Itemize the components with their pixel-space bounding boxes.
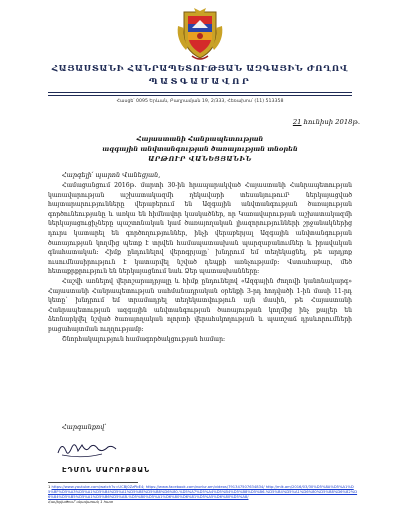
footnote-links[interactable]: https://www.youtube.com/watch?v=UCBj0ZzPbE4; https://www.facebook.com/norlur.am/videos/791347507634834/ http://mlk.am/2016/03/30%D5%8A%D5%A1%D5%BF%D5%A3%D5%A1%D5%B4%D5%A1%D5%BE%D5%B8%D6%80-%D5%A7%D5%A4%D5%B4%D5%B8%D5%B6-%D5%B4%D5%A1%D6%80%D5%B8%D6%82%D6%84%D5%B5%D5%A1%D5%B6%D5%AB-%D5%B0%D5%A1%D6%80%D6%81%D5%A5%D6%80%D5%A8/ <box>48 485 358 499</box>
salutation: Հարգելի՛ պարոն Վանեցյան, <box>62 171 161 179</box>
body-paragraph-2: Հաշվի առնելով վերոշարադրյալը և հիմք ընդունելով «Ազգային ժողովի կանոնակարգ» Հայաստանի Հանրապետության սահմանադրական օրենքի 3-րդ հոդվածի 1-ին մասի 11-րդ կետը՝ խնդրում եմ տրամադրել տեղեկատվություն այն մասին, թե Հայաստանի Հանրապետության ազգային անվտանգության ծառայության կողմից ինչ քայլեր են ձեռնարկվել նշված ծառայողական ոլորտի վերահսկողության և պատշաճ դրսևորումների բացահայտման ուղղությամբ։ <box>48 277 352 333</box>
recipient-block <box>0 134 400 164</box>
recipient-name: ԱՐԹՈՒՐ ՎԱՆԵՑՅԱՆԻՆ <box>148 155 252 163</box>
footnote <box>48 485 358 505</box>
body-paragraph-3: Շնորհակալություն համագործակցության համար։ <box>62 335 226 343</box>
handwritten-signature <box>52 435 122 461</box>
header-divider <box>48 92 352 93</box>
coat-of-arms-emblem <box>176 6 224 62</box>
letter-body <box>48 181 352 344</box>
recipient-line-2: ազգային անվտանգության ծառայության տնօրեն <box>102 145 298 153</box>
closing-phrase: Հարգանքով՝ <box>62 423 107 431</box>
letterhead-address: Հասցե՝ 0095 Երևան, Բաղրամյան 19, 2/333, Հեռախոս՝ (11) 513358 <box>116 99 284 104</box>
header-divider-thin <box>48 95 352 96</box>
footnote-marker: 1 <box>48 485 51 489</box>
signer-name: ԷԴՄՈՆ ՄԱՐՈՒՔՅԱՆ <box>62 466 151 474</box>
body-paragraph-1: Համացանցում 2016թ. մարտի 30-ին հրապարակված Հայաստանի Հանրապետության կառավարության աշխատակազմի ղեկավարի տեսանյութում¹ ներկայացված հայտարարությունները վերաբերում են Ազգային անվտանգության ծառայության գործունեությանը և առկա են հիմնավոր կասկածներ, որ Կառավարության աշխատակազմի ներկայացուցիչները պաշտոնական կամ ծառայողական լիազորությունների շրջանակներից դուրս կատարել են գործողություններ, ինչի վերաբերյալ Ազգային անվտանգության ծառայության կողմից պետք է տրվեն համապատասխան պարզաբանումներ և իրավական գնահատական։ Հիմք ընդունելով վերոգրյալը՝ խնդրում եմ տեղեկացնել, թե արդյոք ուսումնասիրություն է կատարվել նշված դեպքի առնչությամբ։ Վստահաբար, մեծ հետաքրքրություն են ներկայացնում նաև Ձեր պատասխանները։ <box>48 182 352 276</box>
letter-date <box>293 118 360 126</box>
deputy-title: ՊԱՏԳԱՄԱՎՈՐ <box>148 77 252 87</box>
date-month-year: հունիսի 2018թ. <box>301 118 360 126</box>
recipient-line-1: Հայաստանի Հանրապետության <box>136 135 264 143</box>
footnote-attachment-note: Հավելվածում՝ սկավառակ 1 հատ <box>48 500 114 504</box>
footnote-divider <box>48 482 138 483</box>
parliament-name: ՀԱՅԱՍՏԱՆԻ ՀԱՆՐԱՊԵՏՈՒԹՅԱՆ ԱԶԳԱՅԻՆ ԺՈՂՈՎ <box>51 64 349 74</box>
date-day: 21 <box>292 118 302 126</box>
